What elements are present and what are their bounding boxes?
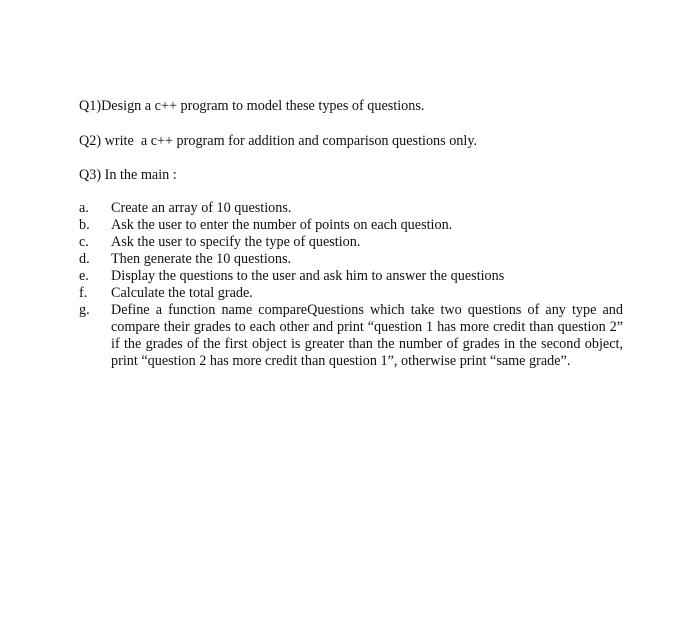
list-marker: c. [79, 234, 89, 250]
list-item [79, 302, 623, 370]
list-item [79, 268, 623, 285]
list-item-text: Calculate the total grade. [111, 285, 253, 301]
list-item [79, 285, 623, 302]
list-marker: f. [79, 285, 88, 301]
list-item [79, 200, 623, 217]
list-marker: e. [79, 268, 89, 284]
list-item [79, 217, 623, 234]
question-3: Q3) In the main : [79, 167, 177, 183]
question-2: Q2) write a c++ program for addition and comparison questions only. [79, 133, 478, 149]
list-marker: g. [79, 302, 90, 318]
question-1: Q1)Design a c++ program to model these types of questions. [79, 98, 425, 114]
list-item-text: Ask the user to specify the type of question. [111, 234, 361, 250]
list-item-text: Display the questions to the user and ask him to answer the questions [111, 268, 505, 284]
list-item-text: Create an array of 10 questions. [111, 200, 292, 216]
list-item-text: Ask the user to enter the number of points on each question. [111, 217, 453, 233]
list-marker: b. [79, 217, 90, 233]
list-item [79, 234, 623, 251]
list-marker: d. [79, 251, 90, 267]
q3-task-list [79, 200, 623, 370]
list-item-text: Define a function name compareQuestions which take two questions of any type and compare their grades to each other and print “question 1 has more credit than question 2” if the grades of the first object is greater than the number of grades in the second object, print “question 2 has more credit than question 1”, otherwise print “same grade”. [111, 302, 623, 369]
list-marker: a. [79, 200, 89, 216]
list-item [79, 251, 623, 268]
list-item-text: Then generate the 10 questions. [111, 251, 292, 267]
